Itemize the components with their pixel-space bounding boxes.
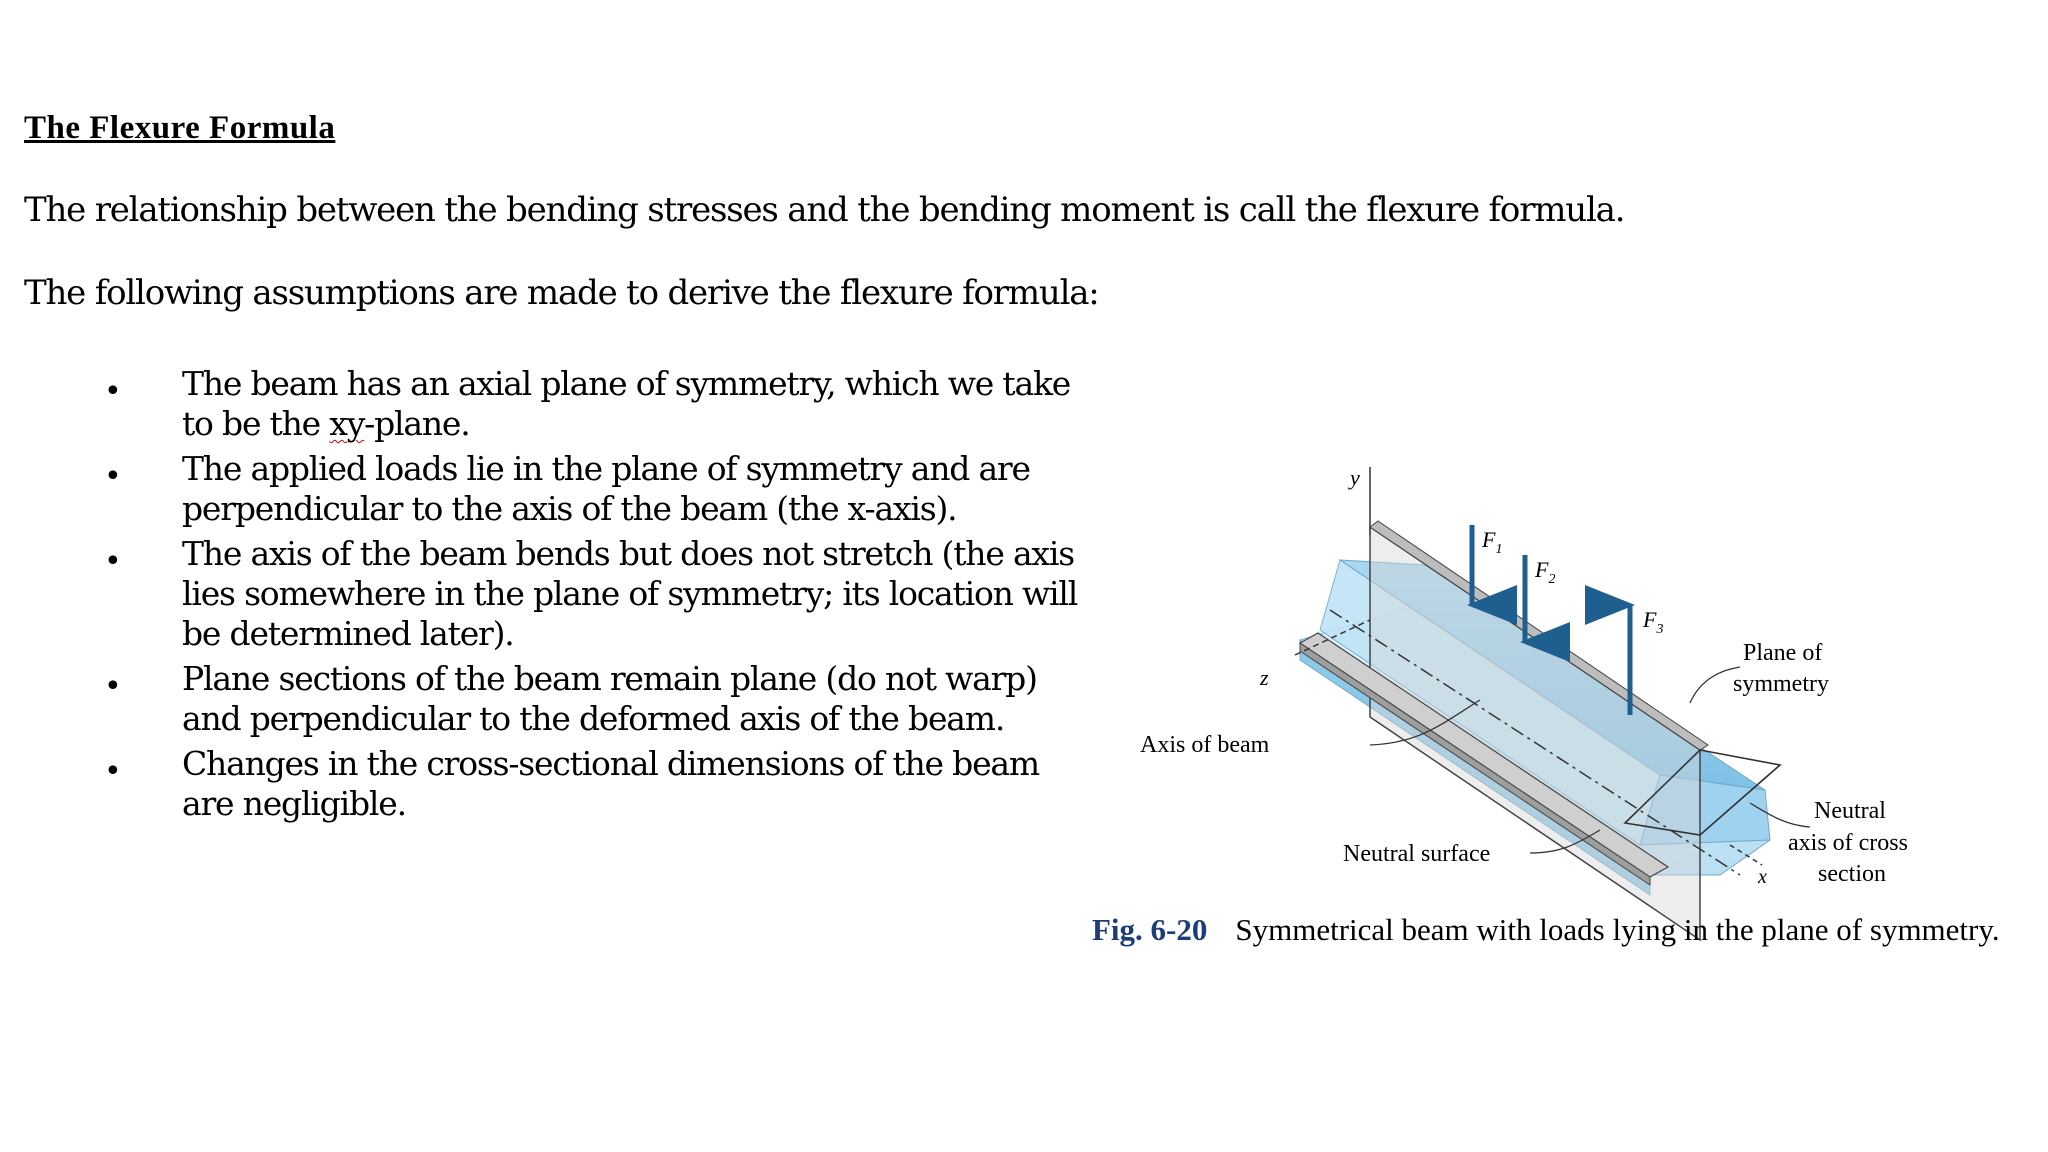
neutral-axis-label-3: section (1818, 861, 1886, 887)
load-f1-label: $F_1$ (1482, 527, 1503, 557)
bullet-icon: • (104, 754, 121, 789)
bullet-text: The beam has an axial plane of symmetry, which we take to be the (182, 364, 1071, 443)
axis-of-beam-label: Axis of beam (1140, 732, 1270, 758)
bullet-icon: • (104, 669, 121, 704)
neutral-axis-label-2: axis of cross (1788, 830, 1908, 856)
assumptions-list (24, 364, 1084, 829)
neutral-axis-label-1: Neutral (1814, 798, 1886, 824)
y-axis-label: y (1350, 465, 1360, 490)
caption-text: Symmetrical beam with loads lying in the plane of symmetry. (1235, 912, 2000, 947)
load-f3-label: $F_3$ (1643, 607, 1664, 637)
list-item (24, 534, 1084, 654)
load-f2-label: $F_2$ (1535, 557, 1556, 587)
list-item (24, 364, 1084, 444)
bullet-icon: • (104, 374, 121, 409)
list-item (24, 744, 1084, 824)
list-item (24, 449, 1084, 529)
x-axis-label: x (1758, 866, 1767, 888)
figure-caption (1092, 912, 2000, 948)
beam-diagram (1140, 455, 1960, 895)
bullet-text: The axis of the beam bends but does not stretch (the axis lies somewhere in the plane of symmetry; its location will be determined later). (182, 534, 1078, 653)
bullet-text: Changes in the cross-sectional dimensions of the beam are negligible. (182, 744, 1040, 823)
spellcheck-word: xy (329, 404, 365, 443)
caption-number: Fig. 6-20 (1092, 912, 1208, 947)
bullet-icon: • (104, 459, 121, 494)
bullet-text: The applied loads lie in the plane of symmetry and are perpendicular to the axis of the beam (the x-axis). (182, 449, 1030, 528)
assumptions-intro: The following assumptions are made to derive the flexure formula: (24, 273, 1099, 313)
plane-label-1: Plane of (1743, 640, 1823, 666)
bullet-icon: • (104, 544, 121, 579)
beam-figure (1140, 455, 1960, 895)
section-heading: The Flexure Formula (24, 110, 336, 146)
z-axis-label: z (1260, 665, 1269, 690)
bullet-text-end: -plane. (364, 404, 470, 443)
list-item (24, 659, 1084, 739)
plane-label-2: symmetry (1733, 671, 1829, 697)
intro-paragraph: The relationship between the bending stresses and the bending moment is call the flexure formula. (24, 190, 1625, 230)
bullet-text: Plane sections of the beam remain plane (do not warp) and perpendicular to the deformed axis of the beam. (182, 659, 1037, 738)
neutral-surface-label: Neutral surface (1343, 841, 1491, 867)
